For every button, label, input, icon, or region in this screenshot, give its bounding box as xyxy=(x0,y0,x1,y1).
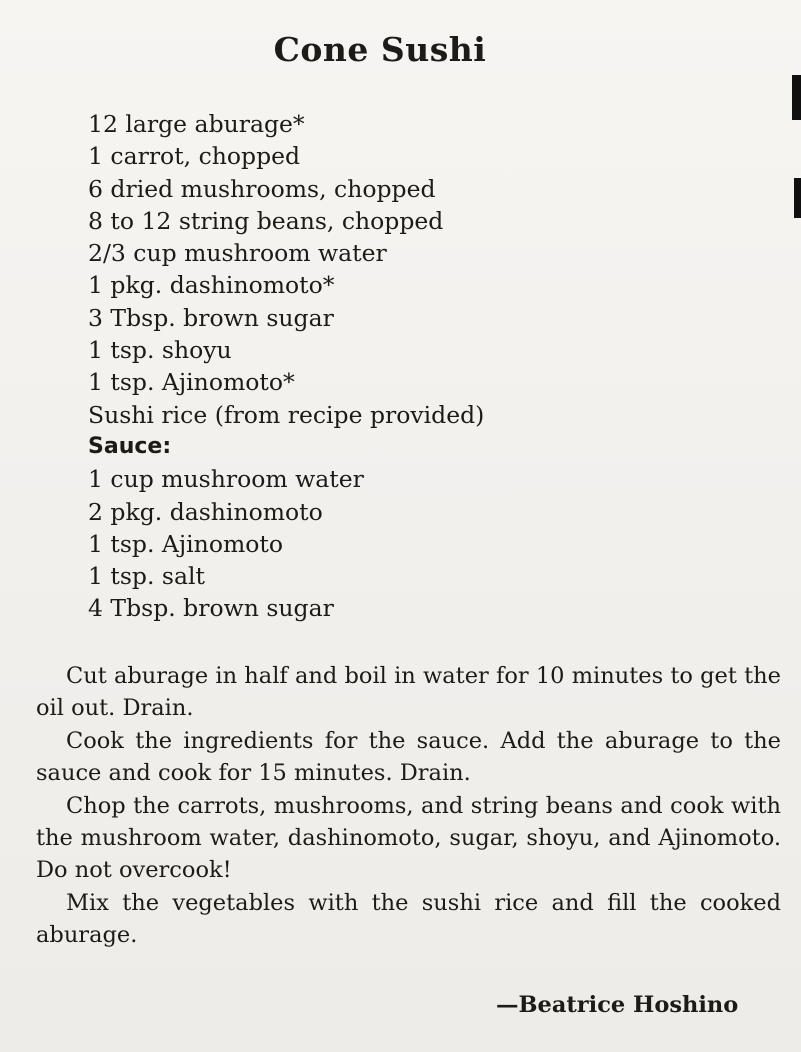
sauce-ingredient-item: 1 tsp. Ajinomoto xyxy=(88,529,283,558)
instruction-paragraph: Chop the carrots, mushrooms, and string beans and cook with the mushroom water, dashinomoto, sugar, shoyu, and Ajinomoto. Do not overcook! xyxy=(36,792,781,884)
sauce-ingredient-item: 2 pkg. dashinomoto xyxy=(88,497,323,526)
ingredient-item: 12 large aburage* xyxy=(88,110,305,138)
instruction-paragraph: Cook the ingredients for the sauce. Add the aburage to the sauce and cook for 15 minutes. Drain. xyxy=(36,727,781,787)
recipe-title: Cone Sushi xyxy=(273,30,487,69)
page-edge-shadow xyxy=(794,178,801,218)
ingredient-item: 1 tsp. Ajinomoto* xyxy=(88,368,295,397)
sauce-ingredient-item: 1 cup mushroom water xyxy=(88,465,364,494)
instruction-paragraph: Cut aburage in half and boil in water for 10 minutes to get the oil out. Drain. xyxy=(36,663,781,722)
recipe-author: —Beatrice Hoshino xyxy=(496,992,739,1018)
ingredient-item: 1 pkg. dashinomoto* xyxy=(88,271,335,300)
ingredient-list xyxy=(88,108,484,625)
ingredient-item: 1 carrot, chopped xyxy=(88,142,301,171)
sauce-ingredient-item: 1 tsp. salt xyxy=(88,562,205,591)
ingredient-item: 8 to 12 string beans, chopped xyxy=(88,206,444,235)
sauce-heading: Sauce: xyxy=(88,433,172,459)
page-edge-shadow xyxy=(792,75,801,120)
ingredient-item: 3 Tbsp. brown sugar xyxy=(88,303,334,332)
ingredient-item: 2/3 cup mushroom water xyxy=(88,239,387,268)
ingredient-item: Sushi rice (from recipe provided) xyxy=(88,400,485,429)
instruction-paragraph: Mix the vegetables with the sushi rice and fill the cooked aburage. xyxy=(36,889,781,949)
ingredient-item: 1 tsp. shoyu xyxy=(88,336,232,365)
instructions xyxy=(36,660,781,952)
ingredient-item: 6 dried mushrooms, chopped xyxy=(88,174,436,203)
sauce-ingredient-item: 4 Tbsp. brown sugar xyxy=(88,594,334,623)
